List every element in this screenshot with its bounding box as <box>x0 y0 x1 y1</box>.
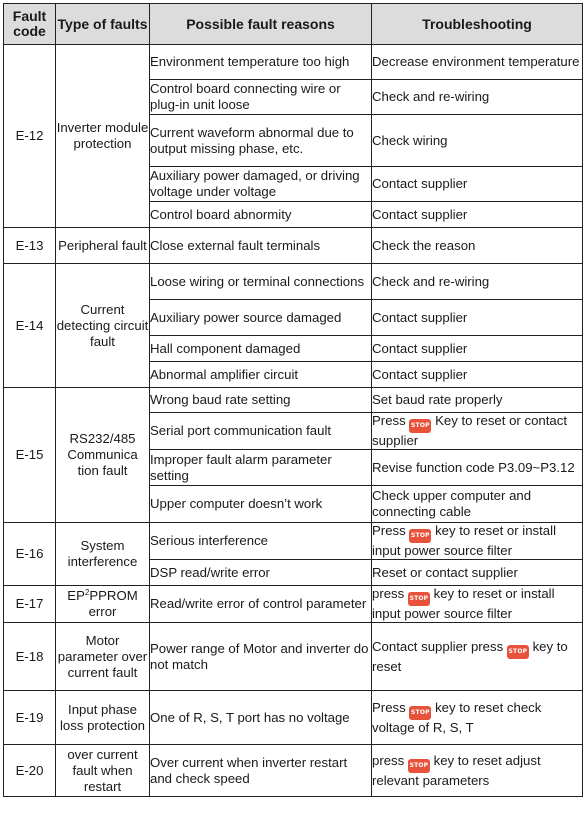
superscript: 2 <box>84 588 90 597</box>
fault-reason: Auxiliary power damaged, or driving voltage under voltage <box>150 167 372 202</box>
fix-text-post: Key to reset or contact supplier <box>372 413 568 448</box>
fault-troubleshooting-table <box>3 3 583 797</box>
troubleshooting-action: Contact supplier <box>372 202 583 228</box>
stop-key-icon: STOP <box>408 759 430 773</box>
fault-code-e14: E-14 <box>4 264 56 388</box>
fault-type-e17 <box>56 586 150 623</box>
fix-text-post: key to reset check voltage of R, S, T <box>372 699 542 735</box>
stop-key-icon: STOP <box>409 706 431 720</box>
fault-code-e18: E-18 <box>4 623 56 691</box>
fault-code-e17: E-17 <box>4 586 56 623</box>
troubleshooting-action <box>372 623 583 691</box>
table-row <box>4 264 583 300</box>
troubleshooting-action: Check and re-wiring <box>372 80 583 115</box>
fix-text-pre: Press <box>372 413 406 428</box>
fault-code-e13: E-13 <box>4 228 56 264</box>
table-row <box>4 388 583 413</box>
fault-reason: Power range of Motor and inverter do not match <box>150 623 372 691</box>
fix-text-pre: press <box>372 752 405 768</box>
fault-type-e15: RS232/485 Communica tion fault <box>56 388 150 523</box>
header-fault-type: Type of faults <box>56 4 150 45</box>
fault-type-e13: Peripheral fault <box>56 228 150 264</box>
fix-text-post: key to reset or install input power source filter <box>372 523 556 558</box>
troubleshooting-action <box>372 523 583 560</box>
fix-text-post: key to reset adjust relevant parameters <box>372 752 541 788</box>
table-row <box>4 691 583 745</box>
header-possible-reasons: Possible fault reasons <box>150 4 372 45</box>
fault-reason: Improper fault alarm parameter setting <box>150 450 372 486</box>
fault-type-e14: Current detecting circuit fault <box>56 264 150 388</box>
fault-code-e12: E-12 <box>4 45 56 228</box>
troubleshooting-action: Reset or contact supplier <box>372 560 583 586</box>
fault-reason: DSP read/write error <box>150 560 372 586</box>
fault-type-text: EP <box>67 588 85 603</box>
fix-text-post: key to reset <box>372 638 568 674</box>
fault-reason: Close external fault terminals <box>150 228 372 264</box>
troubleshooting-action: Check upper computer and connecting cable <box>372 486 583 523</box>
fault-reason: Loose wiring or terminal connections <box>150 264 372 300</box>
troubleshooting-action <box>372 745 583 797</box>
fix-text-pre: Press <box>372 699 406 715</box>
fix-text-post: key to reset or install input power source filter <box>372 586 555 621</box>
troubleshooting-action: Check the reason <box>372 228 583 264</box>
fault-reason: Wrong baud rate setting <box>150 388 372 413</box>
fault-reason: One of R, S, T port has no voltage <box>150 691 372 745</box>
troubleshooting-action: Contact supplier <box>372 362 583 388</box>
table-row <box>4 586 583 623</box>
fault-code-e15: E-15 <box>4 388 56 523</box>
fault-code-e19: E-19 <box>4 691 56 745</box>
table-row <box>4 45 583 80</box>
troubleshooting-action: Contact supplier <box>372 336 583 362</box>
fault-type-e20: over current fault when restart <box>56 745 150 797</box>
fault-reason: Control board abnormity <box>150 202 372 228</box>
troubleshooting-action: Decrease environment temperature <box>372 45 583 80</box>
fault-type-e12: Inverter module protection <box>56 45 150 228</box>
stop-key-icon: STOP <box>507 645 529 659</box>
fault-type-e16: System interference <box>56 523 150 586</box>
fault-reason: Auxiliary power source damaged <box>150 300 372 336</box>
header-troubleshooting: Troubleshooting <box>372 4 583 45</box>
fault-reason: Control board connecting wire or plug-in unit loose <box>150 80 372 115</box>
fix-text-pre: Press <box>372 523 406 538</box>
troubleshooting-action: Revise function code P3.09~P3.12 <box>372 450 583 486</box>
fault-reason: Serial port communication fault <box>150 413 372 450</box>
table-row <box>4 228 583 264</box>
stop-key-icon: STOP <box>409 419 431 433</box>
header-row <box>4 4 583 45</box>
table-row <box>4 745 583 797</box>
stop-key-icon: STOP <box>409 529 431 543</box>
fault-code-e20: E-20 <box>4 745 56 797</box>
troubleshooting-action: Check and re-wiring <box>372 264 583 300</box>
troubleshooting-action <box>372 586 583 623</box>
header-fault-code: Fault code <box>4 4 56 45</box>
table-row <box>4 523 583 560</box>
fault-reason: Current waveform abnormal due to output missing phase, etc. <box>150 115 372 167</box>
troubleshooting-action <box>372 691 583 745</box>
fault-reason: Over current when inverter restart and check speed <box>150 745 372 797</box>
troubleshooting-action <box>372 413 583 450</box>
fault-type-text: PPROM error <box>88 588 138 619</box>
fault-reason: Hall component damaged <box>150 336 372 362</box>
fix-text-pre: Contact supplier press <box>372 638 504 654</box>
fault-code-e16: E-16 <box>4 523 56 586</box>
fault-reason: Abnormal amplifier circuit <box>150 362 372 388</box>
table-row <box>4 623 583 691</box>
fix-text-pre: press <box>372 586 405 601</box>
stop-key-icon: STOP <box>408 592 430 606</box>
troubleshooting-action: Check wiring <box>372 115 583 167</box>
troubleshooting-action: Contact supplier <box>372 300 583 336</box>
fault-type-e19: Input phase loss protection <box>56 691 150 745</box>
fault-reason: Upper computer doesn’t work <box>150 486 372 523</box>
troubleshooting-action: Contact supplier <box>372 167 583 202</box>
fault-reason: Serious interference <box>150 523 372 560</box>
fault-reason: Read/write error of control parameter <box>150 586 372 623</box>
fault-type-e18: Motor parameter over current fault <box>56 623 150 691</box>
troubleshooting-action: Set baud rate properly <box>372 388 583 413</box>
fault-reason: Environment temperature too high <box>150 45 372 80</box>
